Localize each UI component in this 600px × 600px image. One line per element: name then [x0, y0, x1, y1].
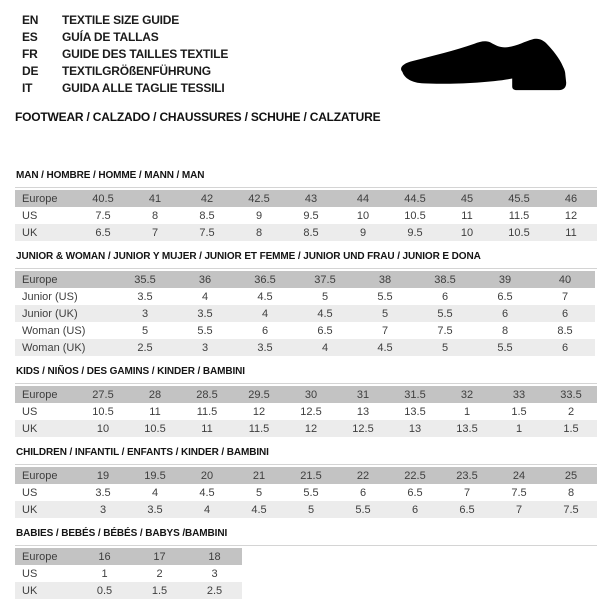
size-cell: 31	[356, 388, 370, 401]
row-label: US	[22, 567, 38, 580]
table-row	[15, 501, 597, 518]
size-cell: 8.5	[557, 324, 573, 337]
category-heading: FOOTWEAR / CALZADO / CHAUSSURES / SCHUHE / CALZATURE	[15, 110, 381, 124]
size-cell: 38.5	[434, 273, 456, 286]
size-cell: 7	[561, 290, 569, 303]
size-cell: 7.5	[95, 209, 111, 222]
size-cell: 5	[307, 503, 315, 516]
table-wrapper	[15, 545, 597, 599]
size-cell: 42.5	[248, 192, 270, 205]
size-table-section	[15, 447, 597, 518]
size-cell: 40	[558, 273, 572, 286]
size-cell: 9.5	[407, 226, 423, 239]
table-row	[15, 582, 242, 599]
size-cell: 8	[501, 324, 509, 337]
size-cell: 22.5	[404, 469, 426, 482]
size-cell: 5.5	[437, 307, 453, 320]
table-row	[15, 484, 597, 501]
size-cell: 22	[356, 469, 370, 482]
size-cell: 5.5	[497, 341, 513, 354]
size-cell: 10	[460, 226, 474, 239]
size-cell: 6	[261, 324, 269, 337]
size-cell: 6	[441, 290, 449, 303]
size-cell: 12	[304, 422, 318, 435]
size-cell: 23.5	[456, 469, 478, 482]
size-cell: 4	[201, 290, 209, 303]
size-cell: 3	[141, 307, 149, 320]
size-cell: 1	[515, 422, 523, 435]
size-cell: 27.5	[92, 388, 114, 401]
table-row	[15, 403, 597, 420]
size-cell: 46	[564, 192, 578, 205]
size-cell: 11.5	[508, 209, 530, 222]
size-cell: 8	[567, 486, 575, 499]
size-table-section	[15, 528, 597, 599]
language-title: TEXTILGRÖßENFÜHRUNG	[62, 64, 211, 78]
size-cell: 45.5	[508, 192, 530, 205]
size-cell: 19.5	[144, 469, 166, 482]
language-title: TEXTILE SIZE GUIDE	[62, 13, 180, 27]
size-cell: 7	[381, 324, 389, 337]
row-label: Europe	[22, 192, 58, 205]
size-cell: 30	[304, 388, 318, 401]
table-title: JUNIOR & WOMAN / JUNIOR Y MUJER / JUNIOR ET FEMME / JUNIOR UND FRAU / JUNIOR E DONA	[16, 251, 481, 262]
table-wrapper	[15, 464, 597, 518]
size-cell: 4	[203, 503, 211, 516]
size-cell: 10.5	[404, 209, 426, 222]
size-cell: 8	[255, 226, 263, 239]
size-cell: 2.5	[206, 584, 223, 597]
language-title: GUÍA DE TALLAS	[62, 30, 159, 44]
row-label: Europe	[22, 388, 58, 401]
table-row	[15, 565, 242, 582]
row-label: Woman (US)	[22, 324, 86, 337]
size-cell: 45	[460, 192, 474, 205]
size-cell: 10	[96, 422, 110, 435]
language-row	[22, 46, 228, 63]
size-cell: 6	[561, 341, 569, 354]
size-cell: 5	[255, 486, 263, 499]
size-cell: 1.5	[151, 584, 168, 597]
row-label: Junior (US)	[22, 290, 78, 303]
size-cell: 42	[200, 192, 214, 205]
size-cell: 44	[356, 192, 370, 205]
table-title: MAN / HOMBRE / HOMME / MANN / MAN	[16, 170, 205, 181]
size-cell: 10.5	[508, 226, 530, 239]
size-cell: 11	[149, 405, 161, 418]
size-table	[15, 386, 597, 437]
size-cell: 5.5	[377, 290, 393, 303]
table-row	[15, 271, 595, 288]
size-cell: 5	[141, 324, 149, 337]
language-title: GUIDE DES TAILLES TEXTILE	[62, 47, 229, 61]
table-row	[15, 224, 597, 241]
row-label: US	[22, 486, 38, 499]
row-label: UK	[22, 584, 38, 597]
table-row	[15, 339, 595, 356]
language-code: IT	[22, 81, 33, 95]
size-table	[15, 271, 595, 356]
size-cell: 3.5	[197, 307, 213, 320]
table-row	[15, 548, 242, 565]
size-cell: 6	[359, 486, 367, 499]
language-title: GUIDA ALLE TAGLIE TESSILI	[62, 81, 225, 95]
table-row	[15, 190, 597, 207]
size-cell: 3	[211, 567, 218, 580]
size-cell: 4.5	[251, 503, 267, 516]
size-table-section	[15, 170, 597, 241]
language-code: ES	[22, 30, 38, 44]
table-row	[15, 305, 595, 322]
size-cell: 25	[564, 469, 578, 482]
size-cell: 33	[512, 388, 526, 401]
size-cell: 11.5	[248, 422, 270, 435]
size-cell: 3.5	[147, 503, 163, 516]
size-cell: 1.5	[563, 422, 579, 435]
size-cell: 12	[252, 405, 266, 418]
size-cell: 7.5	[511, 486, 527, 499]
table-wrapper	[15, 383, 597, 437]
size-cell: 11	[461, 209, 473, 222]
size-cell: 16	[98, 550, 111, 563]
size-cell: 4	[261, 307, 269, 320]
size-cell: 7.5	[199, 226, 215, 239]
size-cell: 9.5	[303, 209, 319, 222]
size-cell: 21	[252, 469, 266, 482]
size-cell: 7.5	[437, 324, 453, 337]
size-cell: 40.5	[92, 192, 114, 205]
size-cell: 7.5	[563, 503, 579, 516]
language-row	[22, 80, 228, 97]
size-cell: 29.5	[248, 388, 270, 401]
size-cell: 8	[151, 209, 159, 222]
row-label: UK	[22, 503, 38, 516]
size-cell: 2	[567, 405, 575, 418]
language-list	[22, 12, 228, 97]
size-cell: 5	[381, 307, 389, 320]
size-cell: 33.5	[560, 388, 582, 401]
size-cell: 7	[151, 226, 159, 239]
size-cell: 36	[198, 273, 212, 286]
size-cell: 1.5	[511, 405, 527, 418]
row-label: Junior (UK)	[22, 307, 78, 320]
size-cell: 32	[460, 388, 474, 401]
size-cell: 13.5	[456, 422, 478, 435]
row-label: US	[22, 405, 38, 418]
size-cell: 0.5	[96, 584, 113, 597]
size-cell: 11.5	[196, 405, 218, 418]
table-row	[15, 288, 595, 305]
size-cell: 6	[501, 307, 509, 320]
language-code: FR	[22, 47, 38, 61]
size-cell: 6.5	[459, 503, 475, 516]
size-table	[15, 467, 597, 518]
size-cell: 10	[356, 209, 370, 222]
size-cell: 12.5	[352, 422, 374, 435]
size-cell: 10.5	[92, 405, 114, 418]
size-cell: 18	[208, 550, 221, 563]
size-cell: 6.5	[497, 290, 513, 303]
size-cell: 12	[564, 209, 578, 222]
table-wrapper	[15, 268, 597, 356]
row-label: US	[22, 209, 38, 222]
shoe-icon	[397, 34, 577, 95]
size-cell: 28	[148, 388, 162, 401]
table-row	[15, 420, 597, 437]
size-table	[15, 190, 597, 241]
size-cell: 3	[201, 341, 209, 354]
row-label: Woman (UK)	[22, 341, 86, 354]
size-cell: 38	[378, 273, 392, 286]
size-cell: 20	[200, 469, 214, 482]
language-code: EN	[22, 13, 39, 27]
size-cell: 37.5	[314, 273, 336, 286]
size-cell: 2	[156, 567, 163, 580]
size-cell: 9	[359, 226, 367, 239]
size-cell: 1	[463, 405, 471, 418]
size-cell: 4.5	[317, 307, 333, 320]
row-label: UK	[22, 226, 38, 239]
size-table-section	[15, 366, 597, 437]
table-wrapper	[15, 187, 597, 241]
size-cell: 4.5	[199, 486, 215, 499]
size-cell: 2.5	[137, 341, 153, 354]
table-row	[15, 467, 597, 484]
size-cell: 21.5	[300, 469, 322, 482]
size-cell: 4	[151, 486, 159, 499]
row-label: Europe	[22, 273, 58, 286]
size-cell: 24	[512, 469, 526, 482]
size-cell: 3.5	[95, 486, 111, 499]
size-cell: 3.5	[257, 341, 273, 354]
size-cell: 11	[565, 226, 577, 239]
size-cell: 3.5	[137, 290, 153, 303]
language-row	[22, 29, 228, 46]
size-cell: 19	[96, 469, 110, 482]
size-cell: 36.5	[254, 273, 276, 286]
size-cell: 6.5	[95, 226, 111, 239]
size-cell: 28.5	[196, 388, 218, 401]
size-table-section	[15, 251, 597, 356]
size-cell: 5.5	[197, 324, 213, 337]
size-cell: 43	[304, 192, 318, 205]
size-cell: 4	[321, 341, 329, 354]
size-cell: 7	[515, 503, 523, 516]
size-cell: 13	[356, 405, 370, 418]
language-row	[22, 12, 228, 29]
size-table	[15, 548, 242, 599]
size-cell: 4.5	[377, 341, 393, 354]
size-cell: 13.5	[404, 405, 426, 418]
table-title: KIDS / NIÑOS / DES GAMINS / KINDER / BAMBINI	[16, 366, 245, 377]
size-cell: 7	[463, 486, 471, 499]
table-row	[15, 386, 597, 403]
size-cell: 11	[201, 422, 213, 435]
size-cell: 10.5	[144, 422, 166, 435]
table-row	[15, 207, 597, 224]
size-cell: 4.5	[257, 290, 273, 303]
size-cell: 8.5	[303, 226, 319, 239]
size-cell: 6	[411, 503, 419, 516]
size-cell: 35.5	[134, 273, 156, 286]
table-row	[15, 322, 595, 339]
size-cell: 17	[153, 550, 166, 563]
size-cell: 5.5	[355, 503, 371, 516]
size-cell: 1	[101, 567, 108, 580]
size-cell: 39	[498, 273, 512, 286]
size-cell: 6.5	[407, 486, 423, 499]
size-cell: 12.5	[300, 405, 322, 418]
size-cell: 5	[321, 290, 329, 303]
table-title: BABIES / BEBÉS / BÉBÉS / BABYS /BAMBINI	[16, 528, 228, 539]
size-cell: 3	[99, 503, 107, 516]
size-cell: 5.5	[303, 486, 319, 499]
size-tables	[15, 170, 597, 600]
size-cell: 6	[561, 307, 569, 320]
table-title: CHILDREN / INFANTIL / ENFANTS / KINDER / BAMBINI	[16, 447, 269, 458]
size-cell: 13	[408, 422, 422, 435]
size-cell: 41	[148, 192, 162, 205]
row-label: Europe	[22, 550, 58, 563]
size-cell: 9	[255, 209, 263, 222]
size-cell: 6.5	[317, 324, 333, 337]
size-cell: 8.5	[199, 209, 215, 222]
row-label: UK	[22, 422, 38, 435]
language-code: DE	[22, 64, 39, 78]
size-cell: 31.5	[404, 388, 426, 401]
size-cell: 5	[441, 341, 449, 354]
language-row	[22, 63, 228, 80]
size-cell: 44.5	[404, 192, 426, 205]
row-label: Europe	[22, 469, 58, 482]
